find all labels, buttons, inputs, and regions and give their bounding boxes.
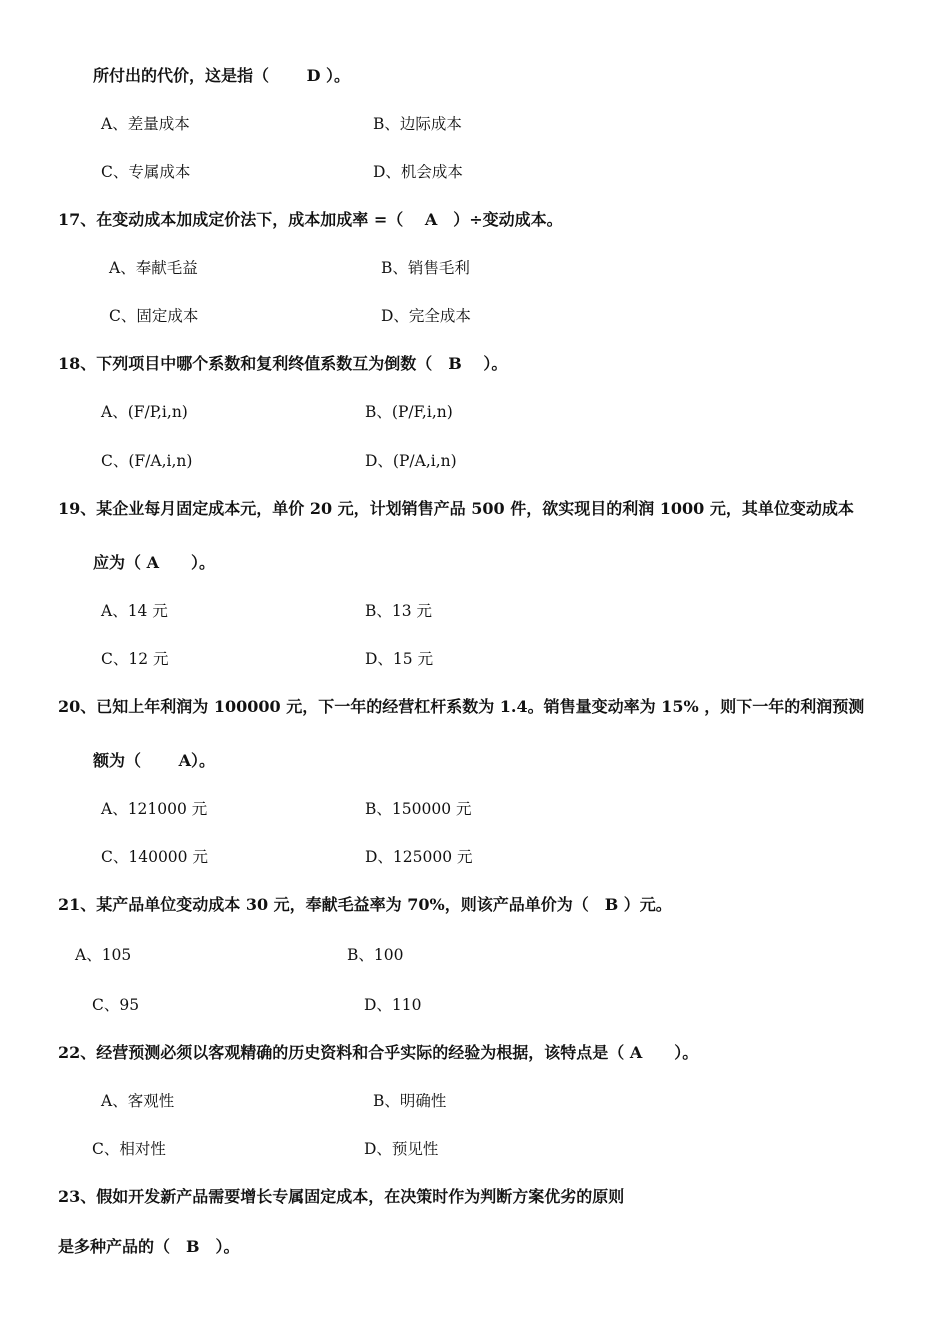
question-18-option-a: A、(F/P,i,n) — [101, 403, 188, 421]
question-22-option-d: D、预见性 — [364, 1140, 439, 1158]
question-22-text: 22、经营预测必须以客观精确的历史资料和合乎实际的经验为根据，该特点是（ A ）。 — [58, 1043, 699, 1062]
question-16-option-b: B、边际成本 — [373, 115, 462, 133]
question-18-text: 18、下列项目中哪个系数和复利终值系数互为倒数（ B ）。 — [58, 354, 508, 373]
question-21-option-c: C、95 — [92, 996, 140, 1014]
question-16-option-c: C、专属成本 — [101, 163, 191, 181]
question-20-text: 20、已知上年利润为 100000 元，下一年的经营杠杆系数为 1.4。销售量变动率为 15% ，则下一年的利润预测 — [58, 697, 865, 716]
question-21-option-d: D、110 — [364, 996, 422, 1014]
question-17-option-d: D、完全成本 — [381, 307, 471, 325]
question-23-text: 23、假如开发新产品需要增长专属固定成本，在决策时作为判断方案优劣的原则 — [58, 1187, 625, 1206]
question-20-option-b: B、150000 元 — [365, 800, 472, 818]
question-20-option-d: D、125000 元 — [365, 848, 473, 866]
question-22-option-a: A、客观性 — [101, 1092, 175, 1110]
question-16-option-d: D、机会成本 — [373, 163, 463, 181]
question-19-option-b: B、13 元 — [365, 602, 433, 620]
question-16-text: 所付出的代价，这是指（ D ）。 — [93, 66, 351, 85]
question-21-option-a: A、105 — [75, 946, 132, 964]
question-20-option-a: A、121000 元 — [101, 800, 208, 818]
question-21-text: 21、某产品单位变动成本 30 元，奉献毛益率为 70%，则该产品单价为（ B ）元。 — [58, 895, 672, 914]
question-17-option-b: B、销售毛利 — [381, 259, 470, 277]
question-20-text-continued: 额为（ A）。 — [93, 751, 215, 770]
question-19-option-a: A、14 元 — [101, 602, 168, 620]
question-17-option-c: C、固定成本 — [109, 307, 199, 325]
question-18-option-b: B、(P/F,i,n) — [365, 403, 453, 421]
question-18-option-c: C、(F/A,i,n) — [101, 452, 193, 470]
question-19-option-d: D、15 元 — [365, 650, 434, 668]
question-17-text: 17、在变动成本加成定价法下，成本加成率 =（ A ）÷变动成本。 — [58, 210, 563, 229]
question-17-option-a: A、奉献毛益 — [109, 259, 198, 277]
question-23-text-continued: 是多种产品的（ B ）。 — [58, 1237, 240, 1256]
question-22-option-c: C、相对性 — [92, 1140, 166, 1158]
question-19-text-continued: 应为（ A ）。 — [93, 553, 215, 572]
question-18-option-d: D、(P/A,i,n) — [365, 452, 457, 470]
question-19-option-c: C、12 元 — [101, 650, 169, 668]
question-21-option-b: B、100 — [347, 946, 404, 964]
question-19-text: 19、某企业每月固定成本元，单价 20 元，计划销售产品 500 件，欲实现目的利润 1000 元，其单位变动成本 — [58, 499, 854, 518]
question-20-option-c: C、140000 元 — [101, 848, 208, 866]
question-22-option-b: B、明确性 — [373, 1092, 447, 1110]
question-16-option-a: A、差量成本 — [101, 115, 190, 133]
